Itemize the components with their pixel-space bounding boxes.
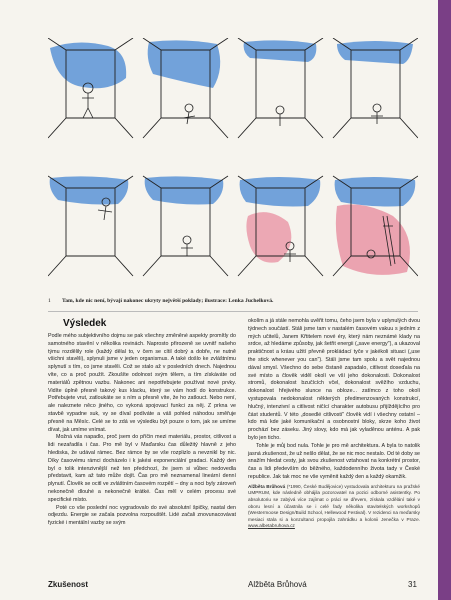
page-number: 31 — [408, 580, 417, 589]
panel-5 — [48, 176, 133, 276]
article-column-right — [248, 318, 420, 530]
bio-link[interactable]: www.albetabruhova.cz — [248, 523, 295, 529]
paragraph: Poté co vše poslední noc vygradovalo do své absolutní špičky, nastal den odjezdu. Energie se začala pozvolna rozpouštět. Lidé začali znovunacovávat fyzické i mentální vazby se svým — [48, 504, 236, 527]
section-title: Výsledek — [63, 318, 107, 329]
panel-2 — [143, 38, 228, 138]
author-bio — [248, 484, 420, 530]
paragraph: Podle mého subjektivního dojmu se pak všechny změněné aspekty promítly do samotného stavění v několika rovinách. Naprosto přirozeně se uvnitř našeho týmu rozdělily role (každý dělal to, v čem se cítil dobrý a dobře, ne nutně všichni stavěli), splynuli jsme v jeden organismus. A také došlo ke zvláštnímu splynutí s tím, co jsme stavěli. Což se stalo až v posledních dnech. Najednou víte, co a proč použít. Zkoušíte odolnost svým tělem, a tím získáváte od materiálů zpětnou vazbu. Nakonec ani nepotřebujete používat nové prvky. Vidíte úplně přesně takový kus klacku, který se vám hodí do konstrukce. Potřebujete vrut, zatloukáte se s ním a přesně víte, že ho zatlouct. Nebo není, ale naleznete něco jiného, co vykoná spojovací funkci za něj. Z prkna ve stavbě vypadne suk, vy se díval podíváte a váš pohled náhodou směřuje přesně na Měsíc. Celé se to zdá ve výsledku být pouze o tom, jak se umíme dívat, jak umíme vnímat. — [48, 333, 236, 433]
bio-name: Alžběta Brůhová — [248, 483, 286, 489]
footer-section-name: Zkušenost — [48, 580, 89, 589]
paragraph: Možná vás napadlo, proč jsem do příčin mezi materiálu, prostor, citlivost a lidi nezařadila i čas. Pro mě byl v Maďarsku čas důležitý hlavně z jeho hlediska, že udával rámec. Bez rámce by se vše rozplizlo a nevznikl by nic. Díky časovému rámci docházelo i k jakési exponenciální gradaci. Každý den byl o tolik intenzivnější než ten předchozí, že jsem si vůbec nedovedla představit, kam až tato může dojít. Čas pro mě neznamenal lineární denní plynutí. Člověk se ocitl ve zvláštním časovém rozpětí – dny a noci byly zároveň nekonečně dlouhé a nekonečně krátké. Čas měl v celém procesu své specifické místo. — [48, 434, 236, 503]
illustration-grid — [48, 38, 418, 294]
paragraph: okolím a já stále nemohla uvěřit tomu, čeho jsem byla v uplynulých dvou týdnech součástí. Stáli jsme tam v nastalém časovém vakuu s jedním z mých učitelů, Janem Křtitelem nové éry, který nám neznámé klady na srdce, až hledáme způsoby, jak šetřit energii („save energy"), a ukazoval praktičnost a krásu užití převně prokládací tyče v jakékoli situaci („use the stick whenever you can"). Stáli jsme tam spolu a svět najednou dával smysl. Všechno do sebe čistaně zapadalo, citlivost doseďala na své místo a člověk viděl okolí ve vší jeho dokonalosti. Dokonalost stromů, dokonalost bzučících včel, dokonalost svěžího vzduchu, dokonalost hřejivého slunce na obloze... zatímco z toho okolí vystupovala nedokonalost některých předimenzovaných konstrukcí, hlučný, intenzivní a citlivost ničící charakter autobusu přijíždějícího pro část studentů. V této „dosedlé citlivosti" člověk vidí i všechny ostatní – kdo má kde jaké komunikační a osobnostní bloky, skrze koho život prochází bez záseku. Jiný slovy, kdo má jak vyladěnou anténu. A pak bylo jen ticho. — [248, 318, 420, 441]
panel-6 — [143, 176, 228, 276]
figure-caption — [48, 298, 428, 304]
section-divider — [48, 311, 418, 312]
caption-text: Tam, kde nic není, bývají nakonec ukryty největší poklady; ilustrace: — [62, 298, 227, 304]
panel-1 — [48, 38, 133, 138]
panel-4 — [333, 38, 418, 138]
panel-3 — [238, 38, 323, 138]
panel-7 — [238, 176, 323, 276]
article-column-left — [48, 333, 236, 528]
paragraph: Tohle je můj bod nula. Tohle je pro mě architektura. A byla to natolik jasná zkušenost, že už nešlo dělat, že se nic moc nestalo. Od té doby se snažím hledat cesty, jak svou zkušenost vztahovat na konkrétní prostor, čas a lidi především do běžného, každodenního života tady v České republice. Jak tak moc ne vše vyměnit každý den a každý okamžik. — [248, 442, 420, 480]
bio-text: (*1990, České Budějovice) vystudovala architekturu na pražské UMPRUM, kde následně obhájila pozorovatel na pozici odborné asistentky. Po absolutoriu se zabývá více zajímat o práci se dřevem, získala vzdělání také v oboru lesní a účastnila se i celé řady několika stavitelských workshopů (Westermoose Design/Build School, Hellewood Festival). V rezidenci na meďarsky mesiaci stala si a konzultanci propojila zahrádku a kolonii Jenečka v Praze. — [248, 483, 420, 522]
caption-credit: Lenka Juchelková. — [228, 298, 274, 304]
caption-number: 1 — [48, 298, 51, 304]
footer-author: Alžběta Brůhová — [248, 580, 307, 589]
panel-8 — [333, 176, 418, 276]
